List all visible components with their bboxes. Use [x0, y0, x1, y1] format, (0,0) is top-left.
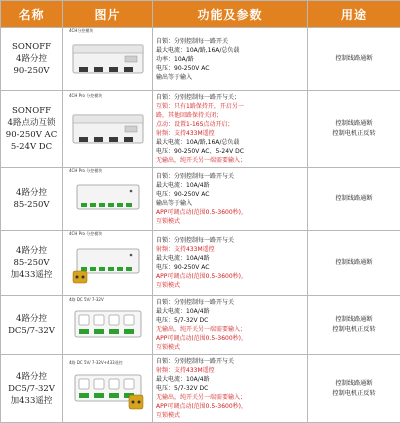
use-line: 控制电机正反转	[308, 325, 400, 335]
product-image-cell	[63, 231, 153, 296]
param-line: 射频：支持433M遥控	[156, 366, 304, 375]
relay-module-image	[69, 99, 147, 161]
param-line: 最大电流：10A/4路	[156, 307, 304, 316]
param-line: 自锁：分别控制每一路开与关	[156, 172, 304, 181]
product-name: 4路分控 85-250V	[1, 168, 63, 231]
image-caption: 4CH Pro 分控模块	[69, 93, 152, 99]
use-line: 控制线路通断	[308, 258, 400, 268]
product-image-cell	[63, 168, 153, 231]
image-caption: 4路 DC 5V/ 7-32V	[69, 297, 152, 303]
product-use	[308, 168, 400, 231]
product-use	[308, 231, 400, 296]
header-image: 图片	[63, 1, 153, 28]
use-line: 控制线路通断	[308, 194, 400, 204]
use-line: 控制线路通断	[308, 315, 400, 325]
use-line: 控制电机正反转	[308, 389, 400, 399]
use-line: 控制线路通断	[308, 119, 400, 129]
param-line: 最大电流：10A/路,16A/总负载	[156, 138, 304, 147]
param-line: 电压：5/7-32V DC	[156, 384, 304, 393]
product-params	[153, 296, 308, 355]
param-line: 点动：设置1-16S点动开启；	[156, 120, 304, 129]
param-line: 电压：5/7-32V DC	[156, 316, 304, 325]
relay-module-image	[69, 174, 147, 226]
image-caption: 4CH Pro 分控模块	[69, 168, 152, 174]
product-params	[153, 231, 308, 296]
param-line: APP可调点动(范围0.5-3600秒)，	[156, 208, 304, 217]
param-line: 自锁：分别控制每一路开与关	[156, 357, 304, 366]
image-caption: 4路 DC 5V/ 7-32V+433遥控	[69, 360, 152, 366]
param-line: 电压：90-250V AC	[156, 190, 304, 199]
param-line: 最大电流：10A/4路	[156, 375, 304, 384]
param-line: 自锁：分别控制每一路开与关；	[156, 93, 304, 102]
table-row	[1, 296, 400, 355]
param-line: 功率：10A/路	[156, 55, 304, 64]
table-row	[1, 91, 400, 168]
product-image-cell	[63, 28, 153, 91]
param-line: 自锁：分别控制每一路开关	[156, 37, 304, 46]
table-row	[1, 355, 400, 423]
product-params	[153, 91, 308, 168]
table-header-row	[1, 1, 400, 28]
product-use	[308, 91, 400, 168]
param-line: 电压：90-250V AC	[156, 263, 304, 272]
param-line: 互锁模式	[156, 343, 304, 352]
product-use	[308, 296, 400, 355]
relay-module-image	[69, 34, 147, 86]
param-line: APP可调点动(范围0.5-3600秒)，	[156, 272, 304, 281]
header-use: 用途	[308, 1, 400, 28]
param-line: 互锁模式	[156, 281, 304, 290]
product-params	[153, 168, 308, 231]
param-line: 输出等于输入	[156, 199, 304, 208]
table-body	[1, 28, 400, 423]
product-image-cell	[63, 296, 153, 355]
product-use	[308, 355, 400, 423]
param-line: 无输出，纯开关另一端需要输入；	[156, 393, 304, 402]
param-line: 互锁：只有1路保持开，开启另一	[156, 102, 304, 111]
use-line: 控制电机正反转	[308, 129, 400, 139]
relay-module-image	[69, 303, 147, 349]
param-line: 无输出，纯开关另一端需要输入；	[156, 325, 304, 334]
product-name: 4路分控 DC5/7-32V 加433遥控	[1, 355, 63, 423]
param-line: 无输出，纯开关另一端需要输入；	[156, 156, 304, 165]
use-line: 控制线路通断	[308, 379, 400, 389]
param-line: 射频：支持433M遥控	[156, 129, 304, 138]
param-line: 最大电流：10A/路,16A/总负载	[156, 46, 304, 55]
param-line: 最大电流：10A/4路	[156, 181, 304, 190]
param-line: 输出等于输入	[156, 73, 304, 82]
param-line: APP可调点动(范围0.5-3600秒)，	[156, 334, 304, 343]
relay-module-image	[69, 366, 147, 414]
table-row	[1, 168, 400, 231]
param-line: 自锁：分别控制每一路开与关	[156, 298, 304, 307]
product-params	[153, 28, 308, 91]
param-line: 电压：90-250V AC、5-24V DC	[156, 147, 304, 156]
product-use	[308, 28, 400, 91]
relay-module-image	[69, 237, 147, 291]
header-name: 名称	[1, 1, 63, 28]
product-name: 4路分控 DC5/7-32V	[1, 296, 63, 355]
image-caption: 4CH Pro 分控模块	[69, 231, 152, 237]
product-name: SONOFF 4路点动互锁 90-250V AC 5-24V DC	[1, 91, 63, 168]
header-params: 功能及参数	[153, 1, 308, 28]
product-image-cell	[63, 355, 153, 423]
param-line: APP可调点动(范围0.5-3600秒)，	[156, 402, 304, 411]
param-line: 电压：90-250V AC	[156, 64, 304, 73]
product-params	[153, 355, 308, 423]
param-line: 射频：支持433M遥控	[156, 245, 304, 254]
param-line: 自锁：分别控制每一路开与关	[156, 236, 304, 245]
param-line: 最大电流：10A/4路	[156, 254, 304, 263]
use-line: 控制线路通断	[308, 54, 400, 64]
product-name: SONOFF 4路分控 90-250V	[1, 28, 63, 91]
param-line: 互锁模式	[156, 217, 304, 226]
product-image-cell	[63, 91, 153, 168]
product-name: 4路分控 85-250V 加433遥控	[1, 231, 63, 296]
table-row	[1, 28, 400, 91]
param-line: 互锁模式	[156, 411, 304, 420]
table-row	[1, 231, 400, 296]
param-line: 路，其他回路保持关闭；	[156, 111, 304, 120]
image-caption: 4CH分控模块	[69, 28, 152, 34]
